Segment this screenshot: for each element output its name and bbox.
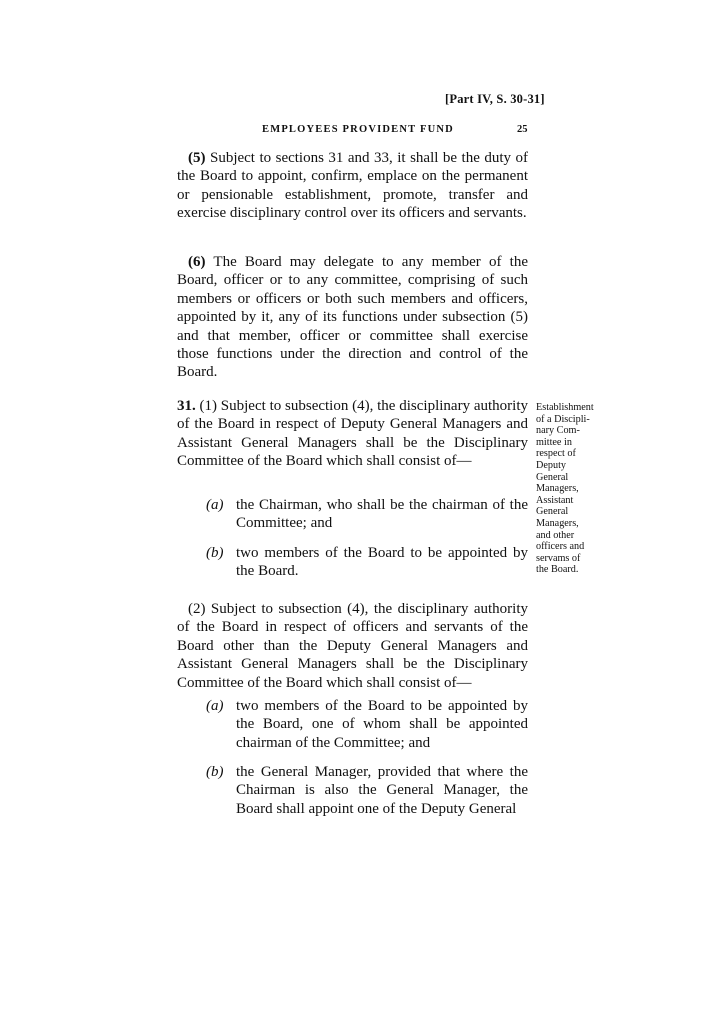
marginal-note-line: mittee in xyxy=(536,436,572,448)
item-label: (a) xyxy=(206,497,224,513)
subsection-5-text: Subject to sections 31 and 33, it shall be the duty of the Board to appoint, confirm, emplace on the permanent or pensionable establishment, promote, transfer and exercise disciplinary control over its officers and servants. xyxy=(177,150,528,222)
section-31-1-item-a xyxy=(177,496,528,533)
marginal-note-line: Managers, xyxy=(536,483,579,495)
section-31-subsection-2-text: (2) Subject to subsection (4), the disciplinary authority of the Board in respect of officers and servants of the Board other than the Deputy General Managers and Assistant General Managers shall be the Disciplinary Committee of the Board which shall consist of— xyxy=(177,601,528,691)
marginal-note-line: Establishment xyxy=(536,402,594,413)
item-label: (a) xyxy=(206,698,224,714)
subsection-5 xyxy=(177,149,528,223)
section-31-number: 31. xyxy=(177,398,196,414)
section-31-subsection-1-text: (1) Subject to subsection (4), the disciplinary authority of the Board in respect of Deputy General Managers and Assistant General Managers shall be the Disciplinary Committee of the Board which shall consist of— xyxy=(177,398,529,470)
running-header-title: EMPLOYEES PROVIDENT FUND xyxy=(262,124,454,135)
marginal-note-line: the Board. xyxy=(536,564,579,576)
section-31-subsection-1 xyxy=(177,397,528,471)
item-label: (b) xyxy=(206,545,224,561)
item-text: the General Manager, provided that where the Chairman is also the General Manager, the Board shall appoint one of the Deputy General xyxy=(236,764,528,817)
marginal-note-line: General xyxy=(536,506,569,518)
marginal-note-line: nary Com- xyxy=(536,425,580,437)
subsection-5-number: (5) xyxy=(188,150,206,166)
running-header-part: [Part IV, S. 30-31] xyxy=(445,92,545,106)
section-31-1-item-b xyxy=(177,544,528,581)
marginal-note-line: Managers, xyxy=(536,517,579,529)
marginal-note xyxy=(536,402,598,576)
section-31-subsection-2 xyxy=(177,600,528,692)
item-text: two members of the Board to be appointed by the Board. xyxy=(236,545,528,580)
marginal-note-line: General xyxy=(536,471,569,483)
section-31-2-item-b xyxy=(177,763,528,818)
item-label: (b) xyxy=(206,764,224,780)
subsection-6-text: The Board may delegate to any member of the Board, officer or to any committee, comprising of such members or officers or both such members and officers, appointed by it, any of its functions under subsection (5) and that member, officer or committee shall exercise those functions under the direction and control of the Board. xyxy=(177,254,528,381)
marginal-note-line: and other xyxy=(536,529,575,541)
subsection-6-number: (6) xyxy=(188,254,206,270)
marginal-note-line: officers and xyxy=(536,541,585,553)
marginal-note-line: respect of xyxy=(536,448,576,460)
subsection-6 xyxy=(177,253,528,382)
marginal-note-line: servams of xyxy=(536,552,581,564)
section-31-2-item-a xyxy=(177,697,528,752)
marginal-note-line: of a Discipli- xyxy=(536,413,590,425)
marginal-note-line: Assistant xyxy=(536,494,574,506)
page-number: 25 xyxy=(517,124,528,135)
item-text: two members of the Board to be appointed by the Board, one of whom shall be appointed chairman of the Committee; and xyxy=(236,698,528,751)
item-text: the Chairman, who shall be the chairman of the Committee; and xyxy=(236,497,528,532)
marginal-note-line: Deputy xyxy=(536,459,566,471)
